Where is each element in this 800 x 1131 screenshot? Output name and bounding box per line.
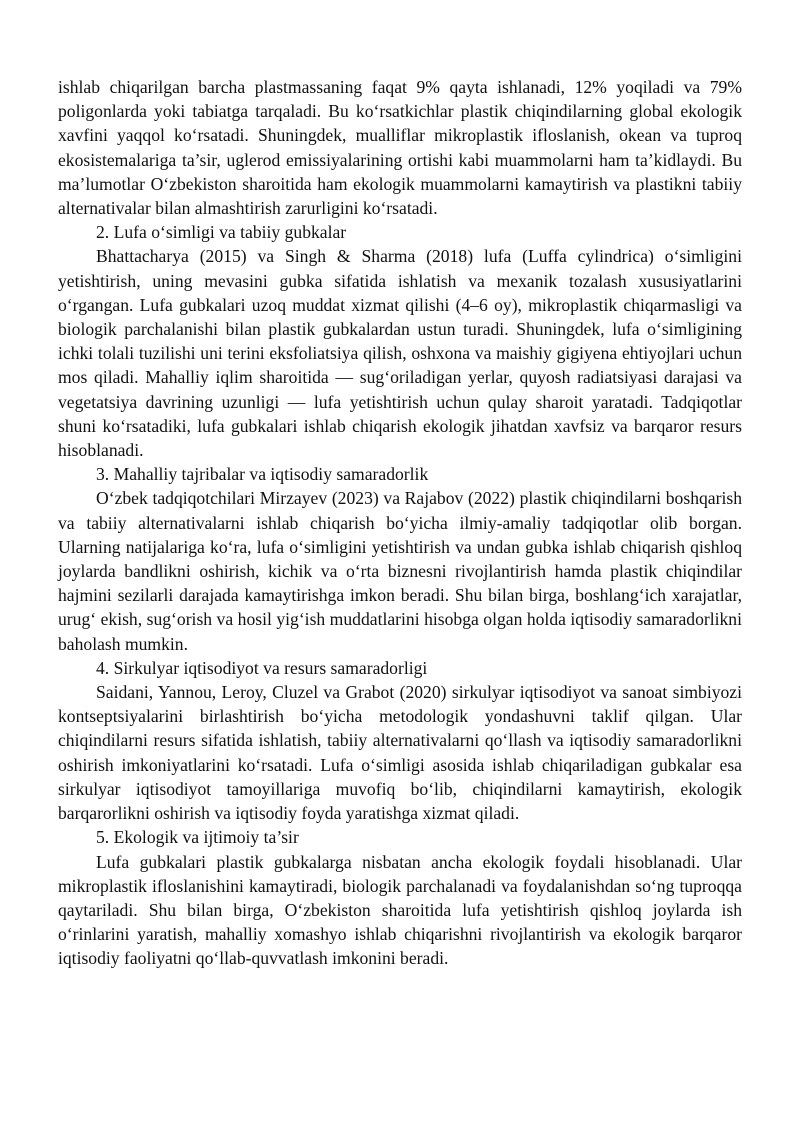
section-heading-lufa: 2. Lufa o‘simligi va tabiiy gubkalar bbox=[96, 222, 347, 243]
section-heading-circular-economy: 4. Sirkulyar iqtisodiyot va resurs samaradorligi bbox=[96, 657, 428, 678]
document-page bbox=[58, 75, 742, 971]
section-paragraph-lufa: Bhattacharya (2015) va Singh & Sharma (2018) lufa (Luffa cylindrica) o‘simligini yetishtirish, uning mevasini gubka sifatida ishlatish va mexanik tozalash xususiyatlarini o‘rgangan. Lufa gubkalari uzoq muddat xizmat qilishi (4–6 oy), mikroplastik chiqarmasligi va biologik parchalanishi bilan plastik gubkalardan ustun turadi. Shuningdek, lufa o‘simligining ichki tolali tuzilishi uni terini eksfoliatsiya qilish, oshxona va maishiy gigiyena ehtiyojlari uchun mos qiladi. Mahalliy iqlim sharoitida — sug‘oriladigan yerlar, quyosh radiatsiyasi darajasi va vegetatsiya davrining uzunligi — lufa yetishtirish uchun qulay sharoit yaratadi. Tadqiqotlar shuni ko‘rsatadiki, lufa gubkalari ishlab chiqarish ekologik jihatdan xavfsiz va barqaror resurs hisoblanadi. bbox=[58, 246, 742, 461]
section-heading-ecological-impact: 5. Ekologik va ijtimoiy ta’sir bbox=[96, 827, 299, 848]
section-paragraph-local-experience: O‘zbek tadqiqotchilari Mirzayev (2023) va Rajabov (2022) plastik chiqindilarni boshqarish va tabiiy alternativalarni ishlab chiqarish bo‘yicha ilmiy-amaliy tadqiqotlar olib borgan. Ularning natijalariga ko‘ra, lufa o‘simligini yetishtirish va undan gubka ishlab chiqarish qishloq joylarda bandlikni oshirish, kichik va o‘rta biznesni rivojlantirish hamda plastik chiqindilar hajmini sezilarli darajada kamaytirishga imkon beradi. Shu bilan birga, boshlang‘ich xarajatlar, urug‘ ekish, sug‘orish va hosil yig‘ish muddatlarini hisobga olgan holda iqtisodiy samaradorlikni baholash mumkin. bbox=[58, 488, 742, 654]
section-paragraph-ecological-impact: Lufa gubkalari plastik gubkalarga nisbatan ancha ekologik foydali hisoblanadi. Ular mikroplastik ifloslanishini kamaytiradi, biologik parchalanadi va foydalanishdan so‘ng tuproqqa qaytariladi. Shu bilan birga, O‘zbekiston sharoitida lufa yetishtirish qishloq joylarda ish o‘rinlarini yaratish, mahalliy xomashyo ishlab chiqarishni rivojlantirish va ekologik barqaror iqtisodiy faoliyatni qo‘llab-quvvatlash imkonini beradi. bbox=[58, 851, 742, 969]
section-heading-local-experience: 3. Mahalliy tajribalar va iqtisodiy samaradorlik bbox=[96, 464, 429, 485]
intro-paragraph: ishlab chiqarilgan barcha plastmassaning faqat 9% qayta ishlanadi, 12% yoqiladi va 79% poligonlarda yoki tabiatga tarqaladi. Bu ko‘rsatkichlar plastik chiqindilarning global ekologik xavfini yaqqol ko‘rsatadi. Shuningdek, mualliflar mikroplastik ifloslanish, okean va tuproq ekosistemalariga ta’sir, uglerod emissiyalarining ortishi kabi muammolarni ham ta’kidlaydi. Bu ma’lumotlar O‘zbekiston sharoitida ham ekologik muammolarni kamaytirish va plastikni tabiiy alternativalar bilan almashtirish zarurligini ko‘rsatadi. bbox=[58, 77, 742, 219]
section-paragraph-circular-economy: Saidani, Yannou, Leroy, Cluzel va Grabot (2020) sirkulyar iqtisodiyot va sanoat simbiyozi kontseptsiyalarini birlashtirish bo‘yicha metodologik yondashuvni taklif qilgan. Ular chiqindilarni resurs sifatida ishlatish, tabiiy alternativalarni qo‘llash va iqtisodiy samaradorlikni oshirish imkoniyatlarini ko‘rsatadi. Lufa o‘simligi asosida ishlab chiqariladigan gubkalar esa sirkulyar iqtisodiyot tamoyillariga muvofiq bo‘lib, chiqindilarni kamaytirish, ekologik barqarorlikni oshirish va iqtisodiy foyda yaratishga xizmat qiladi. bbox=[58, 682, 742, 824]
